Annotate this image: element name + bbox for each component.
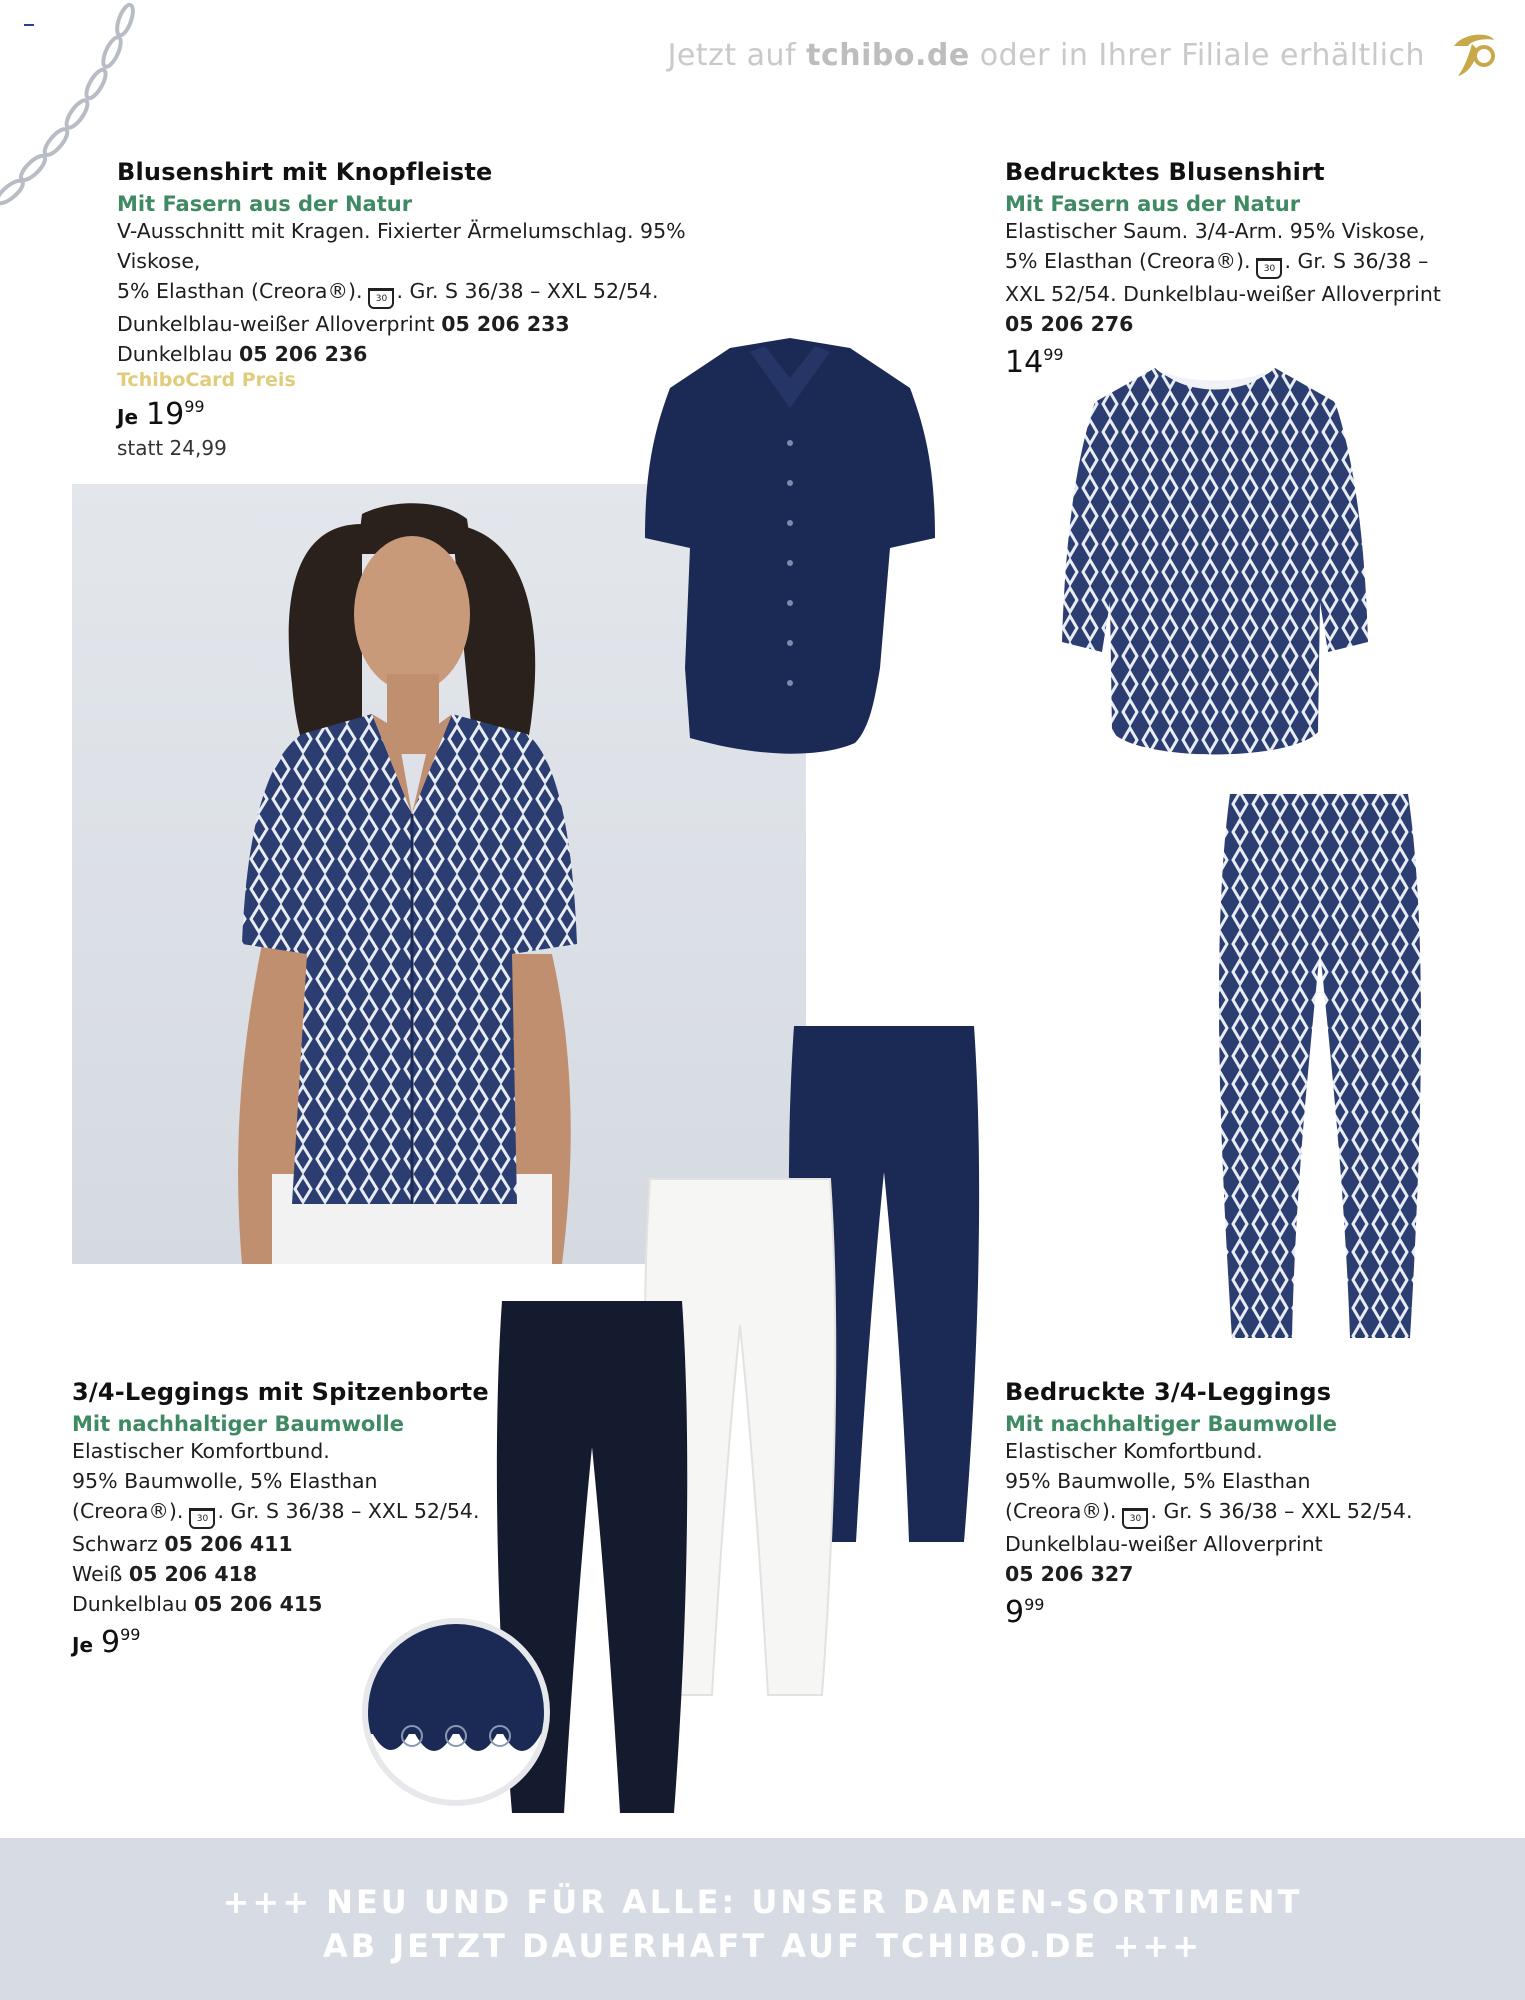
product-bedruckte-leggings <box>1005 1378 1485 1630</box>
product-title: Bedruckte 3/4-Leggings <box>1005 1378 1332 1406</box>
article-number: 05 206 236 <box>239 342 368 366</box>
header-text: Jetzt auf tchibo.de oder in Ihrer Filiale erhältlich <box>667 38 1425 73</box>
price: $9^{99}$ <box>1005 1595 1045 1630</box>
product-description: Elastischer Komfortbund. 95% Baumwolle, 5% Elasthan (Creora®). 30 . Gr. S 36/38 – XXL 52/54. Schwarz 05 206 411 Weiß 05 206 418 Dunkelblau 05 206 415 <box>72 1439 480 1616</box>
old-price: statt 24,99 <box>117 436 227 460</box>
printed-leggings-image <box>1210 790 1430 1340</box>
product-description: V-Ausschnitt mit Kragen. Fixierter Ärmelumschlag. 95% Viskose, 5% Elasthan (Creora®). 30 . Gr. S 36/38 – XXL 52/54. Dunkelblau-weißer Alloverprint 05 206 233 Dunkelblau 05 206 236 <box>117 219 686 366</box>
banner-line-2: AB JETZT DAUERHAFT AUF TCHIBO.DE +++ <box>322 1927 1203 1965</box>
price: $14^{99}$ <box>1005 345 1064 380</box>
article-number: 05 206 411 <box>164 1532 293 1556</box>
product-description: Elastischer Saum. 3/4-Arm. 95% Viskose, 5% Elasthan (Creora®). 30 . Gr. S 36/38 – XXL 52/54. Dunkelblau-weißer Alloverprint 05 206 276 <box>1005 219 1441 336</box>
wash-30-icon: 30 <box>189 1508 215 1529</box>
wash-30-icon: 30 <box>1256 258 1282 279</box>
tchibocard-label: TchiboCard Preis <box>117 369 296 391</box>
product-title: Bedrucktes Blusenshirt <box>1005 158 1325 186</box>
article-number: 05 206 327 <box>1005 1562 1134 1586</box>
article-number: 05 206 415 <box>194 1592 323 1616</box>
product-leggings-spitzenborte <box>72 1378 532 1660</box>
product-subtitle: Mit nachhaltiger Baumwolle <box>1005 1412 1337 1436</box>
printed-blouse-image <box>1060 362 1370 764</box>
tchibo-logo-icon <box>1446 28 1500 80</box>
product-bedrucktes-blusenshirt <box>1005 158 1485 380</box>
wash-30-icon: 30 <box>1122 1508 1148 1529</box>
banner-line-1: +++ NEU UND FÜR ALLE: UNSER DAMEN-SORTIMENT <box>222 1883 1303 1921</box>
price: Je $19^{99}$ <box>117 397 205 432</box>
wash-30-icon: 30 <box>368 288 394 309</box>
corner-mark <box>24 24 34 26</box>
article-number: 05 206 233 <box>441 312 570 336</box>
product-subtitle: Mit nachhaltiger Baumwolle <box>72 1412 404 1436</box>
product-subtitle: Mit Fasern aus der Natur <box>1005 192 1301 216</box>
article-number: 05 206 418 <box>128 1562 258 1586</box>
price: Je $9^{99}$ <box>72 1625 141 1660</box>
article-number: 05 206 276 <box>1005 312 1134 336</box>
product-subtitle: Mit Fasern aus der Natur <box>117 192 413 216</box>
product-title: 3/4-Leggings mit Spitzenborte <box>72 1378 489 1406</box>
product-title: Blusenshirt mit Knopfleiste <box>117 158 493 186</box>
product-description: Elastischer Komfortbund. 95% Baumwolle, 5% Elasthan (Creora®). 30 . Gr. S 36/38 – XXL 52/54. Dunkelblau-weißer Alloverprint 05 206 327 <box>1005 1439 1413 1586</box>
promo-banner <box>0 1838 1525 2000</box>
navy-blouse-image <box>640 338 940 758</box>
